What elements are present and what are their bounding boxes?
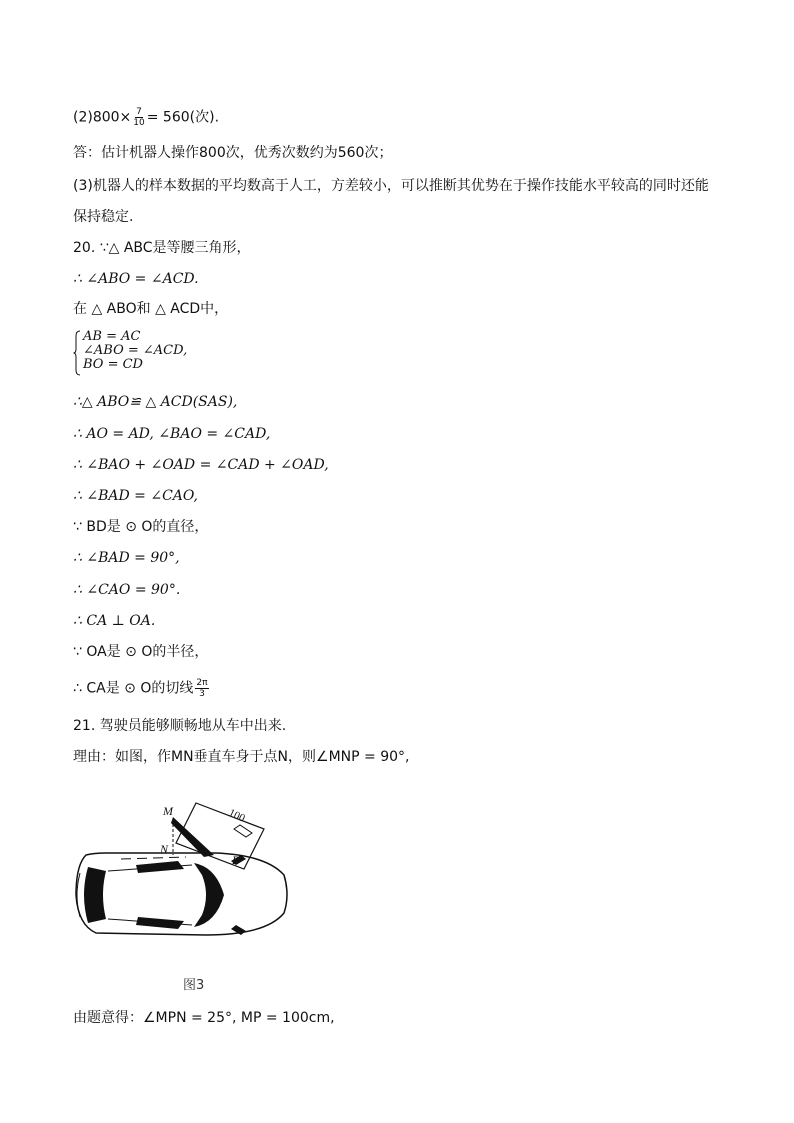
proof-line: 由题意得：∠MPN = 25°, MP = 100cm,	[73, 1010, 335, 1026]
proof-line: ∴ ∠CAO = 90°.	[73, 582, 181, 598]
proof-line: ∴ CA ⊥ OA.	[73, 613, 156, 629]
problem-20-start: 20. ∵△ ABC是等腰三角形，	[73, 240, 251, 256]
left-brace-icon	[73, 330, 81, 376]
figure-caption: 图3	[183, 978, 205, 993]
label-n: N	[160, 842, 169, 856]
fraction-7-10: $\frac{7}{10}$	[133, 107, 145, 128]
equation-system-lines: AB = AC ∠ABO = ∠ACD, BO = CD	[83, 329, 188, 372]
solution-line-3-part: (3)机器人的样本数据的平均数高于人工，方差较小，可以推断其优势在于操作技能水平较高的同时还能	[73, 178, 709, 194]
proof-line: ∴ AO = AD, ∠BAO = ∠CAD,	[73, 426, 271, 442]
label-p: P	[232, 853, 240, 867]
problem-21-start: 21. 驾驶员能够顺畅地从车中出来.	[73, 718, 287, 734]
proof-line: ∴ CA是 ⊙ O的切线 $\frac{2\pi}{3}$	[73, 678, 208, 699]
label-m: M	[163, 804, 173, 818]
solution-line-3-cont: 保持稳定.	[73, 209, 134, 225]
proof-line: ∴△ ABO≌ △ ACD(SAS),	[73, 394, 238, 410]
solution-line-2-part: (2)800× $\frac{7}{10}$ = 560(次).	[73, 107, 220, 128]
car-door-figure	[66, 795, 296, 955]
proof-line: 在 △ ABO和 △ ACD中，	[73, 301, 229, 317]
proof-line: ∴ ∠BAD = ∠CAO,	[73, 488, 199, 504]
answer-line: 答：估计机器人操作800次，优秀次数约为560次；	[73, 145, 393, 161]
proof-line: ∵ BD是 ⊙ O的直径，	[73, 519, 209, 535]
proof-line: ∴ ∠ABO = ∠ACD.	[73, 271, 199, 287]
proof-line: ∴ ∠BAO + ∠OAD = ∠CAD + ∠OAD,	[73, 457, 329, 473]
car-diagram	[66, 795, 296, 955]
fraction-2pi-3: $\frac{2\pi}{3}$	[196, 678, 208, 699]
label-100: 100	[226, 806, 247, 825]
proof-line: ∵ OA是 ⊙ O的半径，	[73, 644, 209, 660]
proof-line: 理由：如图，作MN垂直车身于点N，则∠MNP = 90°,	[73, 749, 410, 765]
proof-line: ∴ ∠BAD = 90°,	[73, 550, 180, 566]
